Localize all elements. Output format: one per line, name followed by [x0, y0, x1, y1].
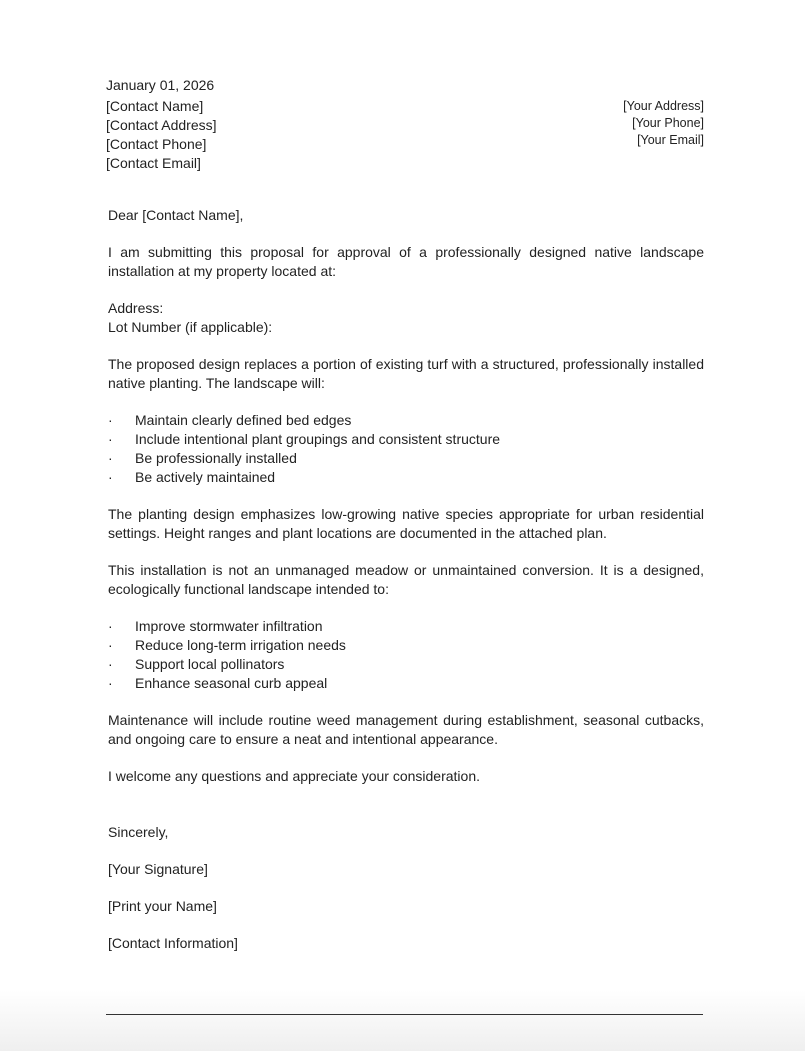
list-item-text: Be professionally installed	[135, 450, 297, 466]
bullet-icon: ·	[108, 450, 113, 466]
closing-block	[108, 823, 704, 953]
list-item	[108, 430, 704, 449]
recipient-address: [Contact Address]	[106, 117, 217, 133]
sender-address: [Your Address]	[623, 99, 704, 113]
bullet-icon: ·	[108, 412, 113, 428]
list-item-text: Support local pollinators	[135, 656, 285, 672]
sender-email: [Your Email]	[637, 133, 704, 147]
bullet-icon: ·	[108, 637, 113, 653]
page-footer-shade	[0, 990, 805, 1051]
bullet-icon: ·	[108, 618, 113, 634]
purpose-paragraph: This installation is not an unmanaged meadow or unmaintained conversion. It is a designed, ecologically functional landscape intended to:	[108, 562, 704, 597]
list-item	[108, 636, 704, 655]
property-address-block	[108, 299, 704, 337]
list-item-text: Include intentional plant groupings and consistent structure	[135, 431, 501, 447]
bullet-icon: ·	[108, 469, 113, 485]
bullet-icon: ·	[108, 675, 113, 691]
letter-body	[108, 206, 704, 971]
recipient-phone: [Contact Phone]	[106, 136, 207, 152]
recipient-name: [Contact Name]	[106, 98, 204, 114]
list-item-text: Maintain clearly defined bed edges	[135, 412, 352, 428]
list-item-text: Improve stormwater infiltration	[135, 618, 323, 634]
list-item	[108, 617, 704, 636]
maintenance-paragraph: Maintenance will include routine weed management during establishment, seasonal cutbacks, and ongoing care to ensure a neat and intentional appearance.	[108, 712, 704, 747]
list-item-text: Be actively maintained	[135, 469, 276, 485]
recipient-block	[106, 97, 217, 173]
signature-placeholder: [Your Signature]	[108, 861, 208, 877]
print-name-placeholder: [Print your Name]	[108, 898, 217, 914]
list-item	[108, 655, 704, 674]
intro-paragraph: I am submitting this proposal for approval of a professionally designed native landscape installation at my property located at:	[108, 244, 704, 279]
footer-divider	[106, 1014, 703, 1015]
sender-block	[623, 98, 704, 149]
list-item-text: Enhance seasonal curb appeal	[135, 675, 328, 691]
bullet-icon: ·	[108, 656, 113, 672]
design-paragraph: The proposed design replaces a portion of existing turf with a structured, professionally installed native planting. The landscape will:	[108, 356, 704, 391]
bullet-icon: ·	[108, 431, 113, 447]
list-item	[108, 674, 704, 693]
list-item	[108, 468, 704, 487]
design-features-list	[108, 411, 704, 487]
contact-info-placeholder: [Contact Information]	[108, 935, 238, 951]
benefits-list	[108, 617, 704, 693]
address-label: Address:	[108, 300, 164, 316]
recipient-email: [Contact Email]	[106, 155, 201, 171]
welcome-paragraph: I welcome any questions and appreciate your consideration.	[108, 768, 480, 784]
letter-date: January 01, 2026	[106, 77, 215, 93]
closing-sincerely: Sincerely,	[108, 824, 169, 840]
list-item	[108, 449, 704, 468]
salutation: Dear [Contact Name],	[108, 207, 244, 223]
lot-number-label: Lot Number (if applicable):	[108, 319, 273, 335]
list-item	[108, 411, 704, 430]
list-item-text: Reduce long-term irrigation needs	[135, 637, 346, 653]
planting-paragraph: The planting design emphasizes low-growing native species appropriate for urban residential settings. Height ranges and plant locations are documented in the attached plan.	[108, 506, 704, 541]
sender-phone: [Your Phone]	[632, 116, 704, 130]
